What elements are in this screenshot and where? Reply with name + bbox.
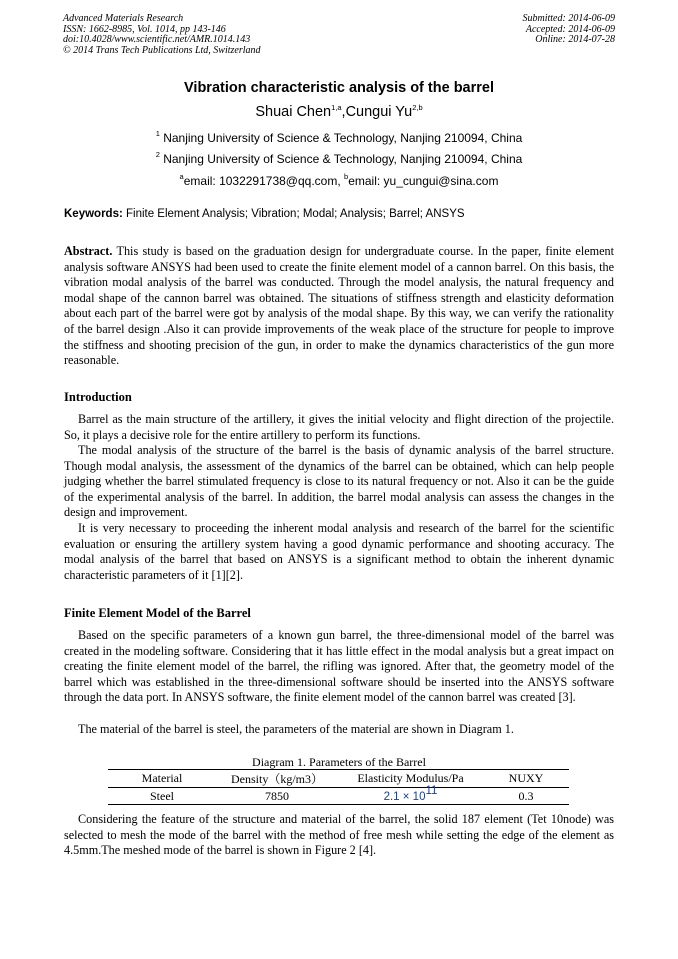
table-header-row bbox=[108, 770, 569, 788]
cell-material: Steel bbox=[108, 788, 216, 805]
fem-heading: Finite Element Model of the Barrel bbox=[64, 606, 251, 620]
online-date: Online: 2014-07-28 bbox=[535, 34, 615, 46]
table-row bbox=[108, 788, 569, 805]
introduction-heading: Introduction bbox=[64, 390, 132, 404]
author-1: Shuai Chen bbox=[255, 104, 332, 120]
header-density: Density（kg/m3） bbox=[216, 770, 338, 788]
affiliation-1 bbox=[0, 131, 678, 145]
email-b-sup: b bbox=[344, 172, 349, 181]
author-2-sup: 2,b bbox=[412, 103, 423, 112]
affiliation-1-text: Nanjing University of Science & Technology, Nanjing 210094, China bbox=[159, 131, 523, 145]
journal-header bbox=[63, 14, 261, 56]
cell-modulus bbox=[338, 784, 483, 805]
table-caption: Diagram 1. Parameters of the Barrel bbox=[252, 755, 426, 769]
email-a-sup: a bbox=[179, 172, 184, 181]
doi-line[interactable]: doi:10.4028/www.scientific.net/AMR.1014.143 bbox=[63, 34, 251, 46]
parameters-table bbox=[108, 769, 569, 805]
header-nuxy: NUXY bbox=[483, 770, 569, 788]
fem-paragraph-1: Based on the specific parameters of a known gun barrel, the three-dimensional model of the barrel was created in the modeling software. Considering that it has little effect in the modal analysis but a great impact on creating the finite element model of the barrel, the rifling was ignored. After that, the geometry model of the barrel which was established in the three-dimensional software should be inserted into the ANSYS software through the data port. In ANSYS software, the finite element model of the cannon barrel was created [3]. bbox=[64, 628, 614, 705]
accepted-date: Accepted: 2014-06-09 bbox=[525, 23, 615, 35]
email-a[interactable]: email: 1032291738@qq.com, bbox=[183, 174, 345, 188]
keywords-text: Finite Element Analysis; Vibration; Modal; Analysis; Barrel; ANSYS bbox=[122, 208, 465, 220]
modulus-exponent: 11 bbox=[425, 784, 438, 797]
author-line bbox=[0, 104, 678, 120]
email-line bbox=[0, 174, 678, 188]
intro-paragraph-2: The modal analysis of the structure of the barrel is the basis of dynamic analysis of the barrel structure. Though modal analysis, the assessment of the dynamics of the barrel can be obtained, which can help people judging whether the barrel stimulated frequency is close to its natural frequency or not. Also it can be the guide of the experimental analysis of the barrel. In addition, the barrel modal analysis can assess the changes in the design and improvement. bbox=[64, 443, 614, 520]
cell-density: 7850 bbox=[216, 788, 338, 805]
issn-line: ISSN: 1662-8985, Vol. 1014, pp 143-146 bbox=[63, 23, 226, 35]
email-b[interactable]: email: yu_cungui@sina.com bbox=[348, 174, 499, 188]
fem-paragraph-2: The material of the barrel is steel, the parameters of the material are shown in Diagram 1. bbox=[78, 722, 514, 736]
journal-name: Advanced Materials Research bbox=[63, 13, 184, 24]
paper-title: Vibration characteristic analysis of the barrel bbox=[184, 80, 494, 96]
submitted-date: Submitted: 2014-06-09 bbox=[522, 13, 615, 24]
abstract-text: This study is based on the graduation design for undergraduate course. In the paper, finite element analysis software ANSYS had been used to create the finite element model of a cannon barrel. On this basis, the vibration modal analysis of the barrel was conducted. Through the model analysis, the natural frequency and modal shape of the cannon barrel was obtained. The situations of stiffness strength and elasticity deformation about each part of the barrel were got by analysis of the modal shape. By this way, we can verify the rationality of the barrel design .Also it can provide improvements of the weak place of the structure for people to improve the stiffness and shooting precision of the gun, in order to make the dynamics characteristics of the gun more reasonable. bbox=[64, 244, 614, 368]
header-modulus: Elasticity Modulus/Pa bbox=[338, 770, 483, 788]
dates-header bbox=[523, 14, 616, 46]
intro-paragraph-3: It is very necessary to proceeding the inherent modal analysis and research of the barrel for the scientific evaluation or ensuring the artillery system having a good dynamic performance and shooting accuracy. The modal analysis of the barrel that based on ANSYS is a significant method to obtain the inherent dynamic characteristic parameters of it [1][2]. bbox=[64, 521, 614, 582]
affiliation-2-sup: 2 bbox=[155, 150, 160, 159]
cell-nuxy: 0.3 bbox=[483, 788, 569, 805]
affiliation-1-sup: 1 bbox=[155, 129, 160, 138]
copyright-line: © 2014 Trans Tech Publications Ltd, Switzerland bbox=[63, 44, 261, 56]
affiliation-2-text: Nanjing University of Science & Technology, Nanjing 210094, China bbox=[159, 152, 523, 166]
closing-paragraph: Considering the feature of the structure and material of the barrel, the solid 187 element (Tet 10node) was selected to mesh the mode of the barrel with the method of free mesh while setting the edge of the element as 4.5mm.The meshed mode of the barrel is shown in Figure 2 [4]. bbox=[64, 812, 614, 858]
author-1-sup: 1,a bbox=[331, 103, 342, 112]
affiliation-2 bbox=[0, 152, 678, 166]
author-2: Cungui Yu bbox=[345, 104, 413, 120]
abstract-label: Abstract. bbox=[64, 244, 113, 258]
keywords bbox=[64, 208, 624, 220]
abstract bbox=[64, 244, 614, 369]
keywords-label: Keywords: bbox=[64, 208, 123, 220]
modulus-base: 2.1 × 10 bbox=[383, 790, 426, 803]
header-material: Material bbox=[108, 770, 216, 788]
intro-paragraph-1: Barrel as the main structure of the artillery, it gives the initial velocity and flight direction of the projectile. So, it plays a decisive role for the entire artillery to perform its functions. bbox=[64, 412, 614, 442]
author-separator: , bbox=[341, 104, 346, 120]
